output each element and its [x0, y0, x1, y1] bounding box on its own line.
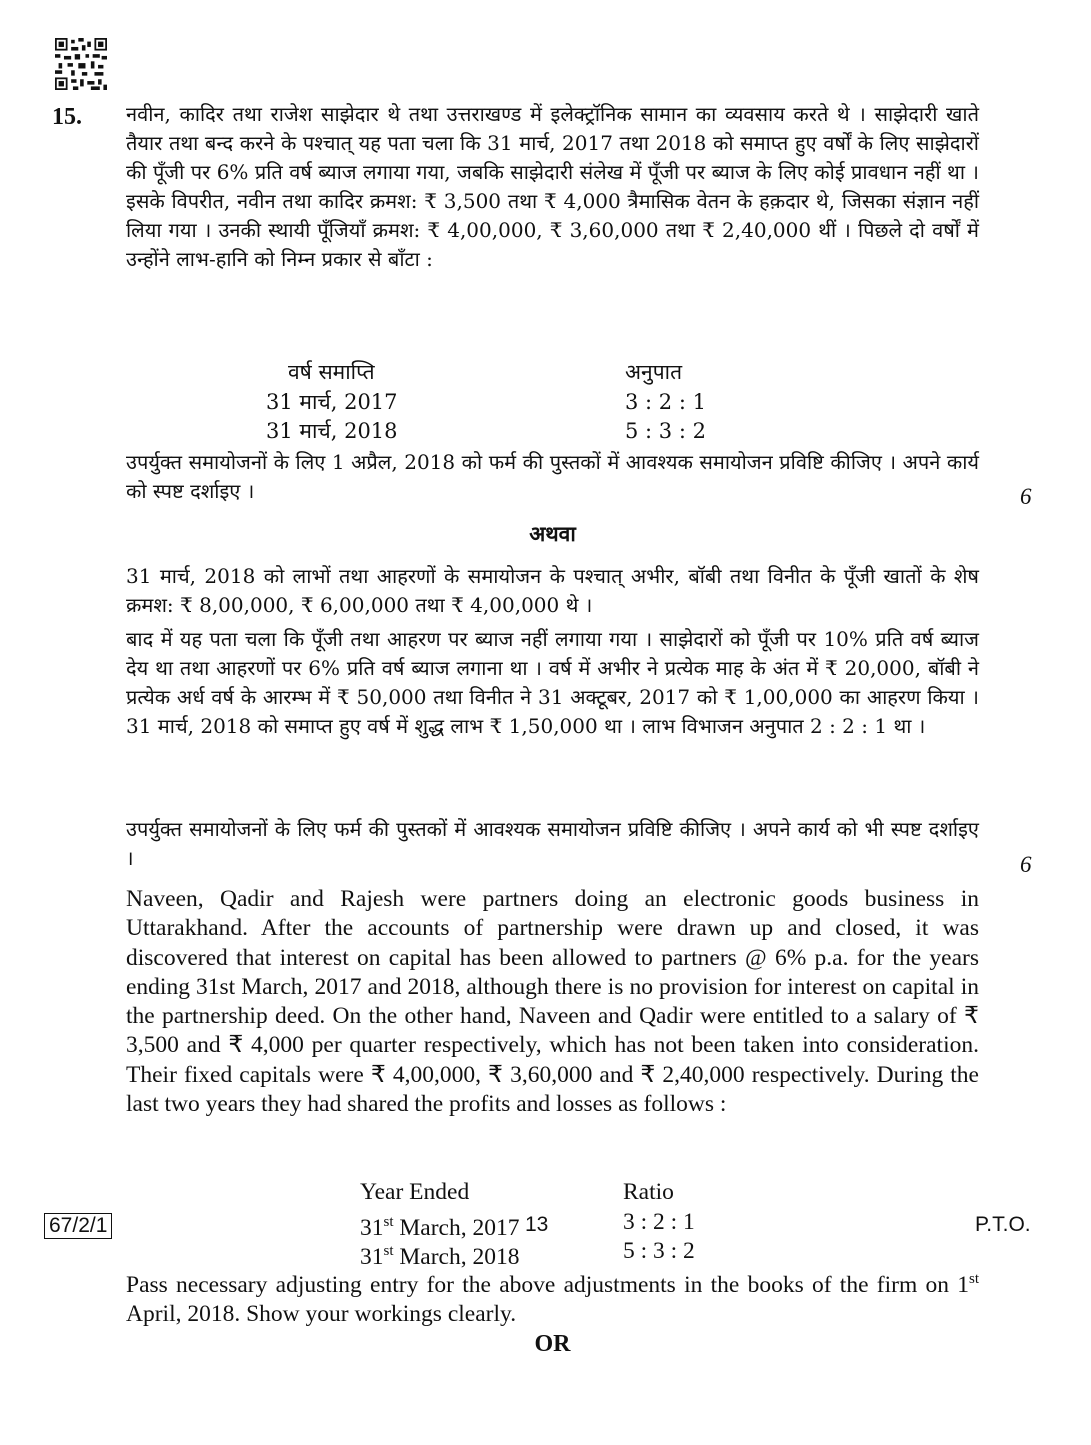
english-table-row-ratio: 5 : 3 : 2 — [623, 1238, 695, 1264]
question-number: 15. — [52, 104, 82, 130]
paper-code: 67/2/1 — [44, 1213, 112, 1239]
english-table-header-year: Year Ended — [360, 1179, 470, 1205]
english-table-header-ratio: Ratio — [623, 1179, 674, 1205]
or-heading-hindi: अथवा — [529, 521, 576, 546]
marks-label: 6 — [1020, 484, 1032, 509]
or-heading-english: OR — [534, 1331, 571, 1357]
page-number: 13 — [525, 1213, 549, 1236]
english-question-text: Naveen, Qadir and Rajesh were partners doing an electronic goods business in Uttarakhand. After the accounts of partnership were drawn up and closed, it was discovered that interest on capital has been allowed to partners @ 6% p.a. for the years ending 31st March, 2017 and 2018, although there is no provision for interest on capital in the partnership deed. On the other hand, Naveen and Qadir were entitled to a salary of ₹ 3,500 and ₹ 4,000 per quarter respectively, which has not been taken into consideration. Their fixed capitals were ₹ 4,00,000, ₹ 3,60,000 and ₹ 2,40,000 respectively. During the last two years they had shared the profits and losses as follows : — [126, 886, 979, 1118]
pto-label: P.T.O. — [975, 1213, 1031, 1236]
english-table-row-year: 31st March, 2017 — [360, 1214, 520, 1241]
hindi-table-header-year: वर्ष समाप्ति — [288, 360, 375, 384]
hindi-table-row-ratio: 5 : 3 : 2 — [625, 419, 706, 443]
hindi-or-paragraph: बाद में यह पता चला कि पूँजी तथा आहरण पर ब्याज नहीं लगाया गया । साझेदारों को पूँजी पर 10% प्रति वर्ष ब्याज देय था तथा आहरणों पर 6% प्रति वर्ष ब्याज लगाना था । वर्ष में अभीर ने प्रत्येक माह के अंत में ₹ 20,000, बॉबी ने प्रत्येक अर्ध वर्ष के आरम्भ में ₹ 50,000 तथा विनीत ने 31 अक्टूबर, 2017 को ₹ 1,00,000 का आहरण किया । 31 मार्च, 2018 को समाप्त हुए वर्ष में शुद्ध लाभ ₹ 1,50,000 था । लाभ विभाजन अनुपात 2 : 2 : 1 था । — [126, 627, 979, 738]
hindi-question-text: नवीन, कादिर तथा राजेश साझेदार थे तथा उत्तराखण्ड में इलेक्ट्रॉनिक सामान का व्यवसाय करते थे । साझेदारी खाते तैयार तथा बन्द करने के पश्चात् यह पता चला कि 31 मार्च, 2017 तथा 2018 को समाप्त हुए वर्षों के लिए साझेदारों की पूँजी पर 6% प्रति वर्ष ब्याज लगाया गया, जबकि साझेदारी संलेख में पूँजी पर ब्याज के लिए कोई प्रावधान नहीं था । इसके विपरीत, नवीन तथा कादिर क्रमश: ₹ 3,500 तथा ₹ 4,000 त्रैमासिक वेतन के हक़दार थे, जिसका संज्ञान नहीं लिया गया । उनकी स्थायी पूँजियाँ क्रमश: ₹ 4,00,000, ₹ 3,60,000 तथा ₹ 2,40,000 थीं । पिछले दो वर्षों में उन्होंने लाभ-हानि को निम्न प्रकार से बाँटा : — [126, 102, 979, 271]
hindi-table-row-year: 31 मार्च, 2017 — [266, 390, 398, 414]
hindi-table-row-year: 31 मार्च, 2018 — [266, 419, 398, 443]
hindi-table-row-ratio: 3 : 2 : 1 — [625, 390, 706, 414]
qr-code-icon — [52, 38, 110, 90]
english-table-row-ratio: 3 : 2 : 1 — [623, 1209, 695, 1235]
hindi-instruction-text: उपर्युक्त समायोजनों के लिए 1 अप्रैल, 2018 को फर्म की पुस्तकों में आवश्यक समायोजन प्रविष्टि कीजिए । अपने कार्य को स्पष्ट दर्शाइए । — [126, 450, 979, 503]
english-instruction-text: Pass necessary adjusting entry for the above adjustments in the books of the firm on 1st April, 2018. Show your workings clearly. — [126, 1271, 979, 1328]
hindi-table-header-ratio: अनुपात — [625, 360, 683, 384]
hindi-or-paragraph: उपर्युक्त समायोजनों के लिए फर्म की पुस्तकों में आवश्यक समायोजन प्रविष्टि कीजिए । अपने कार्य को भी स्पष्ट दर्शाइए । — [126, 817, 979, 870]
marks-label: 6 — [1020, 852, 1032, 877]
hindi-or-paragraph: 31 मार्च, 2018 को लाभों तथा आहरणों के समायोजन के पश्चात् अभीर, बॉबी तथा विनीत के पूँजी खातों के शेष क्रमश: ₹ 8,00,000, ₹ 6,00,000 तथा ₹ 4,00,000 थे । — [126, 564, 979, 617]
english-table-row-year: 31st March, 2018 — [360, 1243, 520, 1270]
